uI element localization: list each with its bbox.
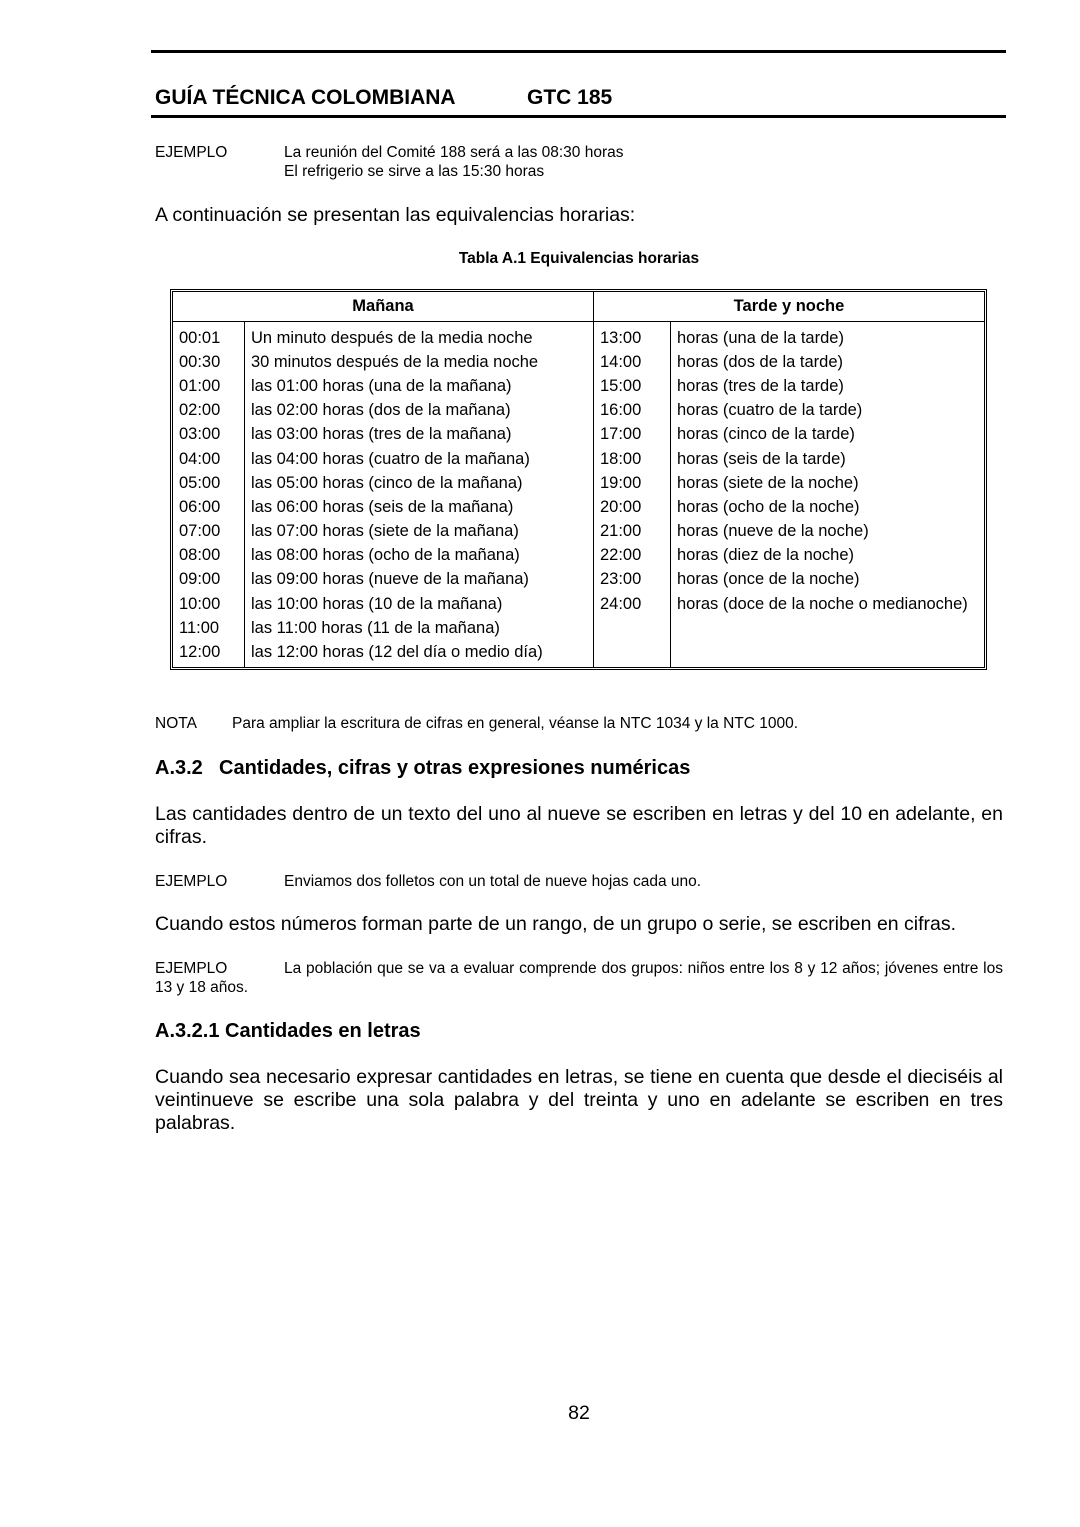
- header-morning: Mañana: [173, 292, 593, 322]
- intro-paragraph: A continuación se presentan las equivalencias horarias:: [155, 204, 636, 226]
- table-title: Tabla A.1 Equivalencias horarias: [458, 250, 700, 267]
- morning-description: las 10:00 horas (10 de la mañana): [244, 592, 593, 616]
- afternoon-description: horas (seis de la tarde): [670, 447, 984, 471]
- morning-time: 00:01: [179, 328, 221, 347]
- table-row: [173, 616, 984, 640]
- morning-time: 11:00: [179, 618, 220, 637]
- table-row: [173, 568, 984, 592]
- example-1-line-1: La reunión del Comité 188 será a las 08:30 horas: [284, 144, 624, 161]
- afternoon-time: 14:00: [593, 350, 670, 374]
- table-row: [173, 399, 984, 423]
- paragraph-1: Las cantidades dentro de un texto del uno al nueve se escriben en letras y del 10 en adelante, en cifras.: [155, 803, 1003, 848]
- header-title: GUÍA TÉCNICA COLOMBIANA: [155, 86, 456, 109]
- paragraph-2: Cuando estos números forman parte de un rango, de un grupo o serie, se escriben en cifras.: [155, 913, 957, 935]
- morning-description: las 11:00 horas (11 de la mañana): [244, 616, 593, 640]
- note-text: Para ampliar la escritura de cifras en general, véanse la NTC 1034 y la NTC 1000.: [232, 715, 799, 732]
- morning-time: 07:00: [179, 522, 221, 541]
- example-1-label: EJEMPLO: [155, 144, 228, 161]
- afternoon-description: horas (nueve de la noche): [670, 520, 984, 544]
- morning-description: 30 minutos después de la media noche: [244, 350, 593, 374]
- morning-time: 01:00: [179, 376, 221, 395]
- table-header-row: [173, 292, 984, 322]
- table-row: [173, 640, 984, 666]
- example-1: [155, 143, 624, 180]
- afternoon-description: horas (ocho de la noche): [670, 495, 984, 519]
- header-code: GTC 185: [527, 86, 613, 109]
- afternoon-time: 13:00: [593, 322, 670, 350]
- morning-description: las 02:00 horas (dos de la mañana): [244, 399, 593, 423]
- afternoon-description: [670, 616, 984, 640]
- afternoon-time: 15:00: [593, 374, 670, 398]
- morning-time: 12:00: [179, 643, 221, 662]
- table-row: [173, 495, 984, 519]
- morning-time: 04:00: [179, 449, 221, 468]
- table-row: [173, 520, 984, 544]
- morning-description: las 01:00 horas (una de la mañana): [244, 374, 593, 398]
- section-title: Cantidades, cifras y otras expresiones numéricas: [219, 757, 691, 779]
- note: [155, 714, 799, 733]
- afternoon-time: 20:00: [593, 495, 670, 519]
- afternoon-time: 19:00: [593, 471, 670, 495]
- afternoon-description: horas (cuatro de la tarde): [670, 399, 984, 423]
- section-heading-a321: A.3.2.1 Cantidades en letras: [155, 1020, 421, 1042]
- example-3-text: La población que se va a evaluar comprende dos grupos: niños entre los 8 y 12 años; jóvenes entre los 13 y 18 años.: [155, 960, 1003, 996]
- afternoon-time: 18:00: [593, 447, 670, 471]
- section-heading-a32: [155, 757, 691, 780]
- morning-description: las 05:00 horas (cinco de la mañana): [244, 471, 593, 495]
- example-2: [155, 872, 702, 891]
- table-row: [173, 544, 984, 568]
- afternoon-description: horas (doce de la noche o medianoche): [670, 592, 984, 616]
- table-row: [173, 350, 984, 374]
- table-row: [173, 471, 984, 495]
- example-3: [155, 959, 1003, 997]
- table-row: [173, 423, 984, 447]
- morning-time: 02:00: [179, 401, 221, 420]
- morning-time: 06:00: [179, 497, 221, 516]
- morning-description: las 07:00 horas (siete de la mañana): [244, 520, 593, 544]
- afternoon-time: [593, 616, 670, 640]
- top-rule: [151, 50, 1006, 53]
- page-header: [155, 86, 613, 110]
- afternoon-description: horas (tres de la tarde): [670, 374, 984, 398]
- table-row: [173, 592, 984, 616]
- afternoon-time: 23:00: [593, 568, 670, 592]
- section-number: A.3.2: [155, 757, 203, 779]
- afternoon-description: horas (una de la tarde): [670, 322, 984, 350]
- page-number: 82: [568, 1402, 590, 1424]
- afternoon-description: horas (siete de la noche): [670, 471, 984, 495]
- note-label: NOTA: [155, 715, 197, 732]
- morning-description: Un minuto después de la media noche: [244, 322, 593, 350]
- morning-description: las 04:00 horas (cuatro de la mañana): [244, 447, 593, 471]
- paragraph-3: Cuando sea necesario expresar cantidades en letras, se tiene en cuenta que desde el dieciséis al veintinueve se escribe una sola palabra y del treinta y uno en adelante se escriben en tres palabras.: [155, 1066, 1003, 1134]
- morning-description: las 12:00 horas (12 del día o medio día): [244, 640, 593, 666]
- table-row: [173, 322, 984, 350]
- afternoon-description: horas (diez de la noche): [670, 544, 984, 568]
- morning-time: 09:00: [179, 570, 221, 589]
- example-3-label: EJEMPLO: [155, 960, 228, 977]
- morning-description: las 06:00 horas (seis de la mañana): [244, 495, 593, 519]
- afternoon-time: [593, 640, 670, 666]
- time-equivalence-table: [170, 289, 987, 670]
- morning-description: las 03:00 horas (tres de la mañana): [244, 423, 593, 447]
- afternoon-time: 22:00: [593, 544, 670, 568]
- afternoon-time: 24:00: [593, 592, 670, 616]
- morning-time: 00:30: [179, 352, 221, 371]
- example-2-text: Enviamos dos folletos con un total de nueve hojas cada uno.: [284, 873, 702, 890]
- afternoon-time: 21:00: [593, 520, 670, 544]
- afternoon-description: horas (once de la noche): [670, 568, 984, 592]
- morning-description: las 08:00 horas (ocho de la mañana): [244, 544, 593, 568]
- example-1-line-2: El refrigerio se sirve a las 15:30 horas: [284, 163, 545, 180]
- afternoon-time: 16:00: [593, 399, 670, 423]
- table-row: [173, 447, 984, 471]
- table-row: [173, 374, 984, 398]
- morning-time: 08:00: [179, 546, 221, 565]
- afternoon-description: horas (dos de la tarde): [670, 350, 984, 374]
- morning-description: las 09:00 horas (nueve de la mañana): [244, 568, 593, 592]
- morning-time: 05:00: [179, 473, 221, 492]
- afternoon-description: [670, 640, 984, 666]
- header-afternoon-night: Tarde y noche: [593, 292, 984, 322]
- afternoon-description: horas (cinco de la tarde): [670, 423, 984, 447]
- morning-time: 10:00: [179, 594, 221, 613]
- afternoon-time: 17:00: [593, 423, 670, 447]
- morning-time: 03:00: [179, 425, 221, 444]
- example-2-label: EJEMPLO: [155, 873, 228, 890]
- header-rule: [151, 115, 1006, 118]
